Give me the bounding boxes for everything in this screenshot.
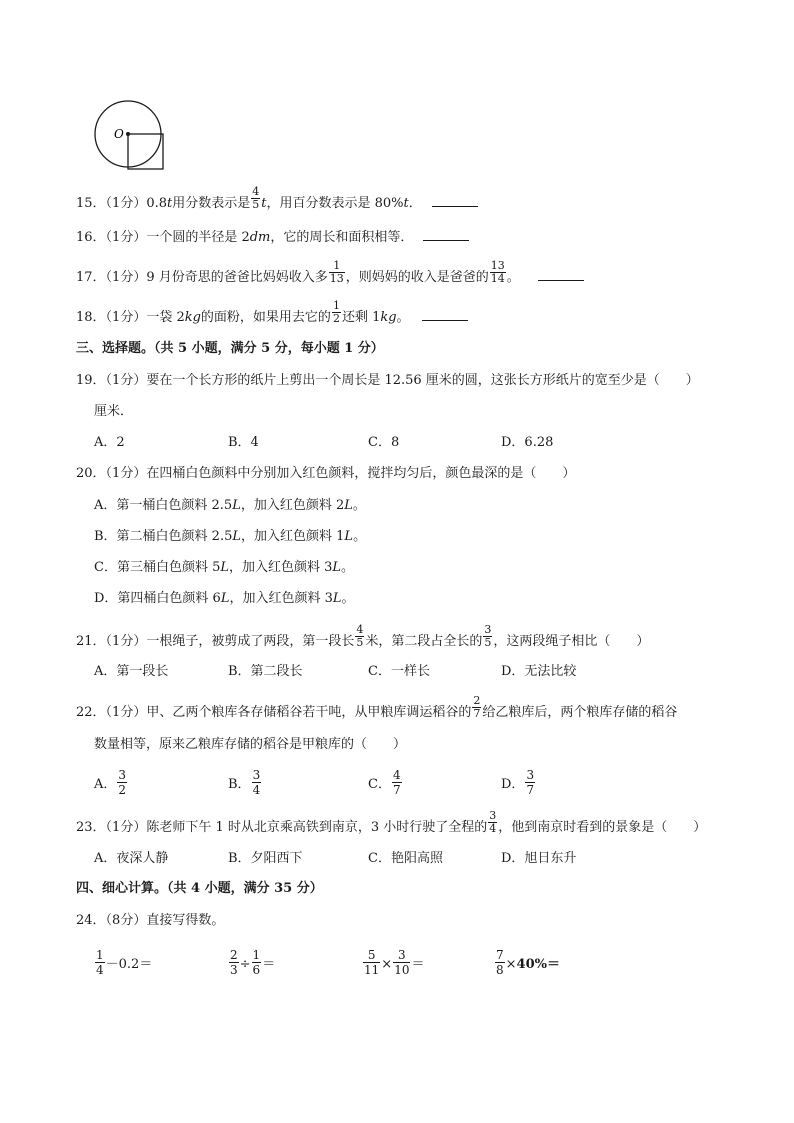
question-24-stem: 24．（8分）直接写得数。: [76, 913, 225, 928]
question-20-stem: 20．（1分）在四桶白色颜料中分别加入红色颜料，搅拌均匀后，颜色最深的是（ ）: [76, 466, 576, 481]
q22-option-d[interactable]: D． $\frac{3}{7}$: [501, 768, 535, 797]
q16-unit: dm: [249, 230, 271, 245]
q21-option-c[interactable]: C．一样长: [368, 664, 430, 679]
q20-option-c[interactable]: C．第三桶白色颜料 5L，加入红色颜料 3L。: [94, 560, 355, 575]
q19-option-a[interactable]: A．2: [94, 435, 125, 450]
q21-fraction-1: $\frac{4}{5}$: [356, 623, 364, 649]
q22-fraction: $\frac{2}{7}$: [473, 694, 481, 720]
q21-option-b[interactable]: B．第二段长: [228, 664, 303, 679]
q18-unit: kg: [184, 310, 201, 325]
q21-option-a[interactable]: A．第一段长: [94, 664, 169, 679]
question-21-stem: 21．（1分）一根绳子，被剪成了两段，第一段长 $\frac{4}{5}$ 米，第二段占全长的 $\frac{3}{5}$ ，这两段绳子相比（ ）: [76, 623, 650, 649]
q22-option-b[interactable]: B． $\frac{3}{4}$: [228, 768, 261, 797]
q18-text-rest: 还剩 1: [341, 310, 381, 325]
q17-text: 17．（1分）9 月份奇思的爸爸比妈妈收入多: [76, 270, 328, 285]
q18-unit: kg: [380, 310, 397, 325]
q19-option-d[interactable]: D．6.28: [501, 435, 554, 450]
q23-option-a[interactable]: A．夜深人静: [94, 851, 169, 866]
q19-option-c[interactable]: C．8: [368, 435, 400, 450]
question-16: [76, 228, 469, 247]
q18-text-mid: 的面粉，如果用去它的: [200, 310, 331, 325]
question-19-stem-cont: 厘米．: [94, 404, 134, 419]
q15-text: 15．（1分）0.8: [76, 196, 167, 211]
circle-square-figure: [90, 100, 170, 175]
q20-option-d[interactable]: D．第四桶白色颜料 6L，加入红色颜料 3L。: [94, 591, 355, 606]
center-label: O: [114, 127, 124, 141]
q23-fraction: $\frac{3}{4}$: [489, 809, 497, 835]
q21-fraction-2: $\frac{3}{5}$: [484, 623, 492, 649]
q20-option-a[interactable]: A．第一桶白色颜料 2.5L，加入红色颜料 2L。: [94, 498, 366, 513]
q23-option-d[interactable]: D．旭日东升: [501, 851, 577, 866]
question-19-stem: 19．（1分）要在一个长方形的纸片上剪出一个周长是 12.56 厘米的圆，这张长方形纸片的宽至少是（ ）: [76, 373, 699, 388]
q15-end: ．: [408, 196, 422, 211]
q23-option-b[interactable]: B．夕阳西下: [228, 851, 303, 866]
q15-unit: t: [167, 196, 173, 211]
q16-text-rest: ，它的周长和面积相等．: [270, 230, 414, 245]
q15-unit: t: [403, 196, 409, 211]
calc-expression-4: $\frac{7}{8}$ ×40%＝: [496, 948, 560, 977]
answer-blank[interactable]: [538, 268, 584, 281]
calc-expression-3: $\frac{5}{11}$ × $\frac{3}{10}$ ＝: [364, 948, 425, 977]
calc-expression-1: $\frac{1}{4}$ －0.2＝: [96, 948, 153, 977]
q17-end: 。: [506, 270, 520, 285]
q22-option-c[interactable]: C． $\frac{4}{7}$: [368, 768, 401, 797]
q18-fraction: $\frac{1}{2}$: [332, 299, 340, 325]
q15-fraction: $\frac{4}{5}$: [252, 185, 260, 211]
section-4-heading: 四、细心计算。（共 4 小题，满分 35 分）: [76, 881, 323, 896]
question-23-stem: 23．（1分）陈老师下午 1 时从北京乘高铁到南京，3 小时行驶了全程的 $\frac{3}{4}$ ，他到南京时看到的景象是（ ）: [76, 809, 707, 835]
q19-option-b[interactable]: B．4: [228, 435, 259, 450]
question-22-stem: 22．（1分）甲、乙两个粮库各存储稻谷若干吨，从甲粮库调运稻谷的 $\frac{2}{7}$ 给乙粮库后，两个粮库存储的稻谷: [76, 694, 678, 720]
q17-fraction-2: $\frac{13}{14}$: [490, 259, 505, 285]
calc-expression-2: $\frac{2}{3}$ ÷ $\frac{1}{6}$ ＝: [230, 948, 276, 977]
q15-text-rest: ，用百分数表示是 80%: [266, 196, 404, 211]
question-22-stem-cont: 数量相等，原来乙粮库存储的稻谷是甲粮库的（ ）: [94, 737, 407, 752]
q16-text: 16．（1分）一个圆的半径是 2: [76, 230, 250, 245]
answer-blank[interactable]: [422, 308, 468, 321]
question-15: [76, 185, 478, 216]
q22-option-a[interactable]: A． $\frac{3}{2}$: [94, 768, 127, 797]
q17-text-mid: ，则妈妈的收入是爸爸的: [345, 270, 489, 285]
q18-text: 18．（1分）一袋 2: [76, 310, 185, 325]
center-dot: [126, 132, 130, 136]
question-17: [76, 259, 584, 290]
question-18: [76, 299, 468, 330]
q15-unit: t: [261, 196, 267, 211]
section-3-heading: 三、选择题。（共 5 小题，满分 5 分，每小题 1 分）: [76, 341, 384, 356]
answer-blank[interactable]: [432, 194, 478, 207]
q23-option-c[interactable]: C．艳阳高照: [368, 851, 443, 866]
q21-option-d[interactable]: D．无法比较: [501, 664, 577, 679]
square: [128, 134, 163, 169]
q20-option-b[interactable]: B．第二桶白色颜料 2.5L，加入红色颜料 1L。: [94, 529, 367, 544]
answer-blank[interactable]: [423, 228, 469, 241]
q17-fraction-1: $\frac{1}{13}$: [329, 259, 344, 285]
q15-text-mid: 用分数表示是: [172, 196, 251, 211]
q18-end: 。: [396, 310, 410, 325]
